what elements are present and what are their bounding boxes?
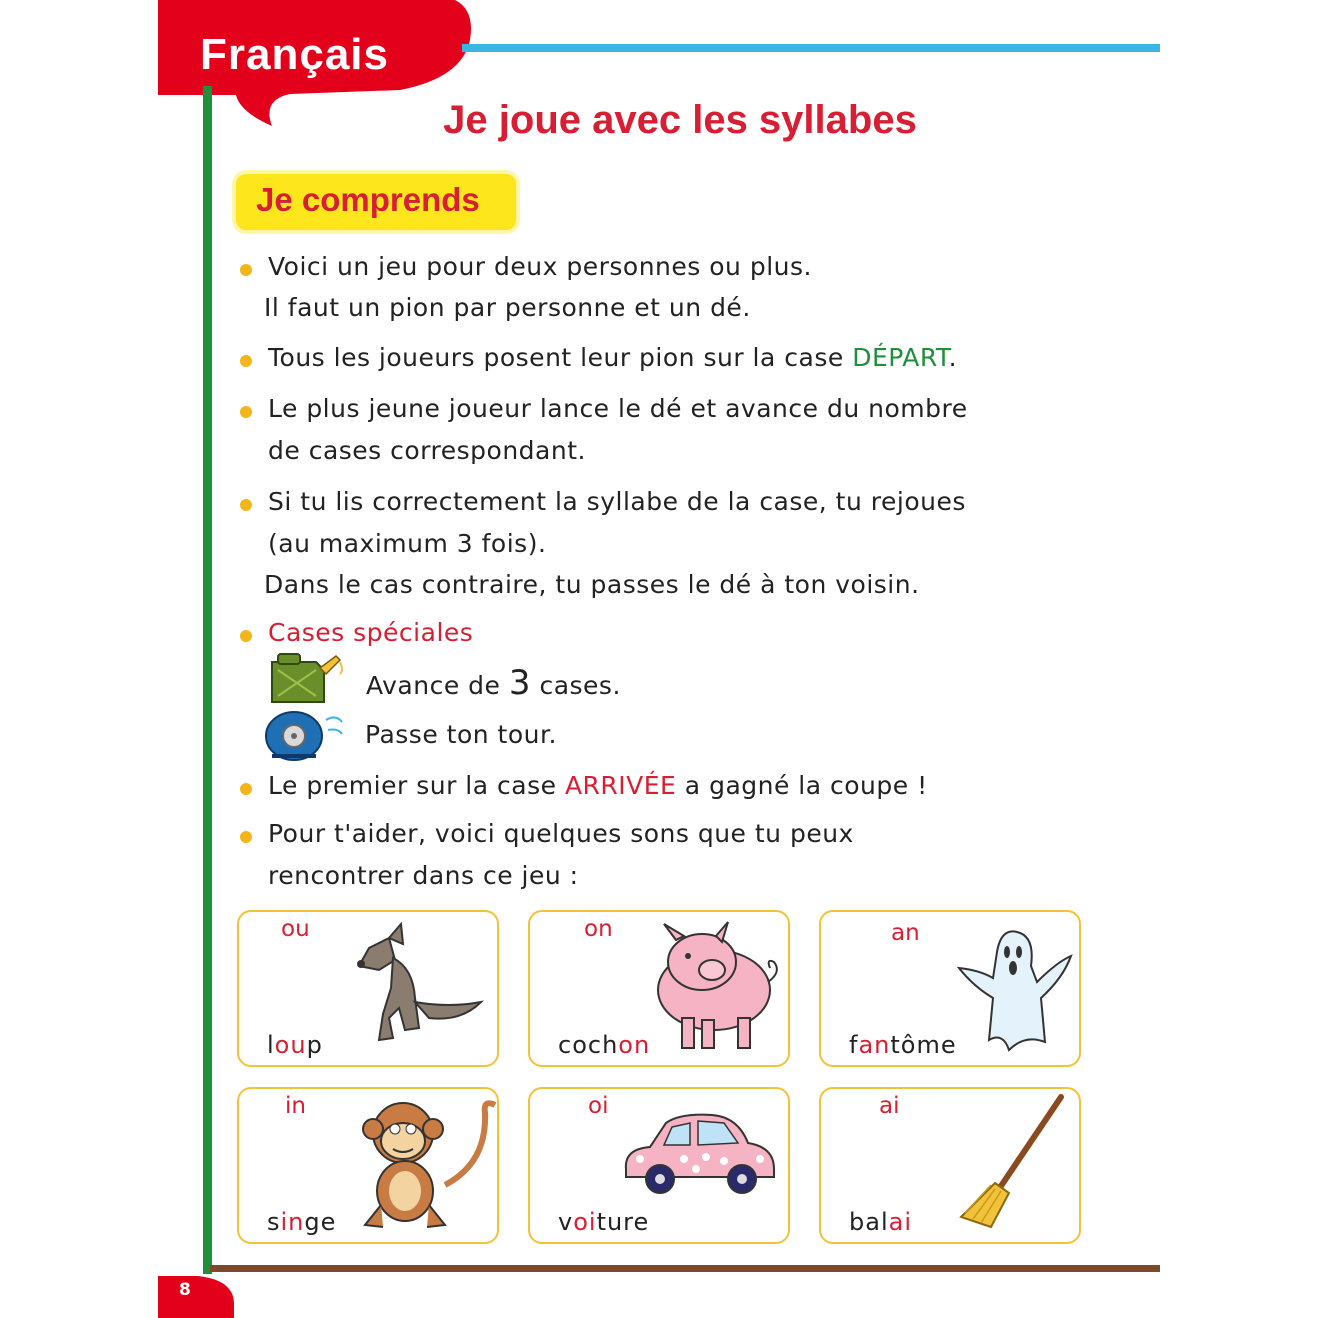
- rule-2: [268, 343, 957, 373]
- rule-6-text: Le premier sur la case: [268, 771, 565, 800]
- section-title: Je comprends: [256, 181, 480, 218]
- word-sound-part: ai: [888, 1208, 912, 1236]
- rule-4-line-2: (au maximum 3 fois).: [268, 529, 547, 558]
- word-sound-part: oi: [573, 1208, 597, 1236]
- sound-label: an: [891, 920, 920, 946]
- word-part: coch: [558, 1031, 619, 1059]
- sound-word: [558, 1208, 649, 1236]
- top-rule: [462, 44, 1160, 52]
- word-sound-part: ou: [274, 1031, 307, 1059]
- sound-word: [849, 1208, 912, 1236]
- car-picture: [620, 1109, 780, 1197]
- rule-6: [268, 771, 928, 801]
- rule-7-line-1: Pour t'aider, voici quelques sons que tu peux: [268, 819, 854, 848]
- sound-card-in: [237, 1087, 499, 1244]
- word-part: p: [306, 1031, 323, 1059]
- sound-card-an: [819, 910, 1081, 1067]
- ghost-picture: [953, 922, 1077, 1056]
- flat-tire-icon: [262, 706, 346, 762]
- rule-2-text: Tous les joueurs posent leur pion sur la case: [268, 343, 853, 372]
- rule-4-line-1: Si tu lis correctement la syllabe de la case, tu rejoues: [268, 487, 966, 516]
- arrivee-label: ARRIVÉE: [564, 771, 677, 800]
- word-part: ge: [304, 1208, 337, 1236]
- bullet: [240, 783, 252, 795]
- page-number: 8: [179, 1280, 191, 1300]
- sound-word: [558, 1031, 650, 1059]
- sound-card-ai: [819, 1087, 1081, 1244]
- bullet: [240, 406, 252, 418]
- rule-4-line-3: Dans le cas contraire, tu passes le dé à ton voisin.: [264, 570, 920, 599]
- monkey-picture: [357, 1093, 497, 1237]
- special-case-1-number: 3: [508, 663, 532, 703]
- bullet: [240, 831, 252, 843]
- special-case-1-text: Avance de: [366, 671, 509, 700]
- word-part: tôme: [890, 1031, 957, 1059]
- special-case-1-end: cases.: [531, 671, 621, 700]
- word-part: ture: [596, 1208, 650, 1236]
- page-number-tab: [158, 1276, 234, 1318]
- pig-picture: [638, 920, 786, 1056]
- word-part: s: [267, 1208, 281, 1236]
- sound-label: ou: [281, 916, 310, 942]
- word-part: l: [267, 1031, 275, 1059]
- sound-label: ai: [879, 1093, 900, 1119]
- word-part: bal: [849, 1208, 889, 1236]
- sound-card-ou: [237, 910, 499, 1067]
- rule-1-line-1: Voici un jeu pour deux personnes ou plus.: [268, 252, 812, 281]
- wolf-picture: [349, 918, 489, 1058]
- sound-card-on: [528, 910, 790, 1067]
- sound-label: on: [584, 916, 613, 942]
- rule-7-line-2: rencontrer dans ce jeu :: [268, 861, 579, 890]
- word-sound-part: on: [618, 1031, 651, 1059]
- sound-word: [267, 1208, 336, 1236]
- depart-label: DÉPART: [852, 343, 949, 372]
- page-title: Je joue avec les syllabes: [443, 98, 917, 142]
- bottom-rule: [210, 1265, 1160, 1272]
- sound-label: in: [285, 1093, 306, 1119]
- rule-3-line-1: Le plus jeune joueur lance le dé et avance du nombre: [268, 394, 968, 423]
- subject-title: Français: [200, 30, 389, 79]
- rule-3-line-2: de cases correspondant.: [268, 436, 586, 465]
- bullet: [240, 355, 252, 367]
- bullet: [240, 264, 252, 276]
- rule-6-end: a gagné la coupe !: [676, 771, 928, 800]
- rule-2-end: .: [948, 343, 958, 372]
- broom-picture: [951, 1093, 1067, 1237]
- word-sound-part: an: [858, 1031, 891, 1059]
- rule-1-line-2: Il faut un pion par personne et un dé.: [264, 293, 751, 322]
- word-part: v: [558, 1208, 574, 1236]
- word-part: f: [849, 1031, 859, 1059]
- special-cases-title: Cases spéciales: [268, 618, 474, 647]
- bullet: [240, 499, 252, 511]
- word-sound-part: in: [280, 1208, 305, 1236]
- special-case-2: Passe ton tour.: [365, 720, 557, 749]
- bullet: [240, 630, 252, 642]
- jerrycan-icon: [266, 650, 346, 706]
- special-case-1: [366, 663, 621, 703]
- sound-card-oi: [528, 1087, 790, 1244]
- left-rule: [203, 86, 212, 1274]
- sound-word: [267, 1031, 323, 1059]
- sound-label: oi: [588, 1093, 609, 1119]
- sound-word: [849, 1031, 957, 1059]
